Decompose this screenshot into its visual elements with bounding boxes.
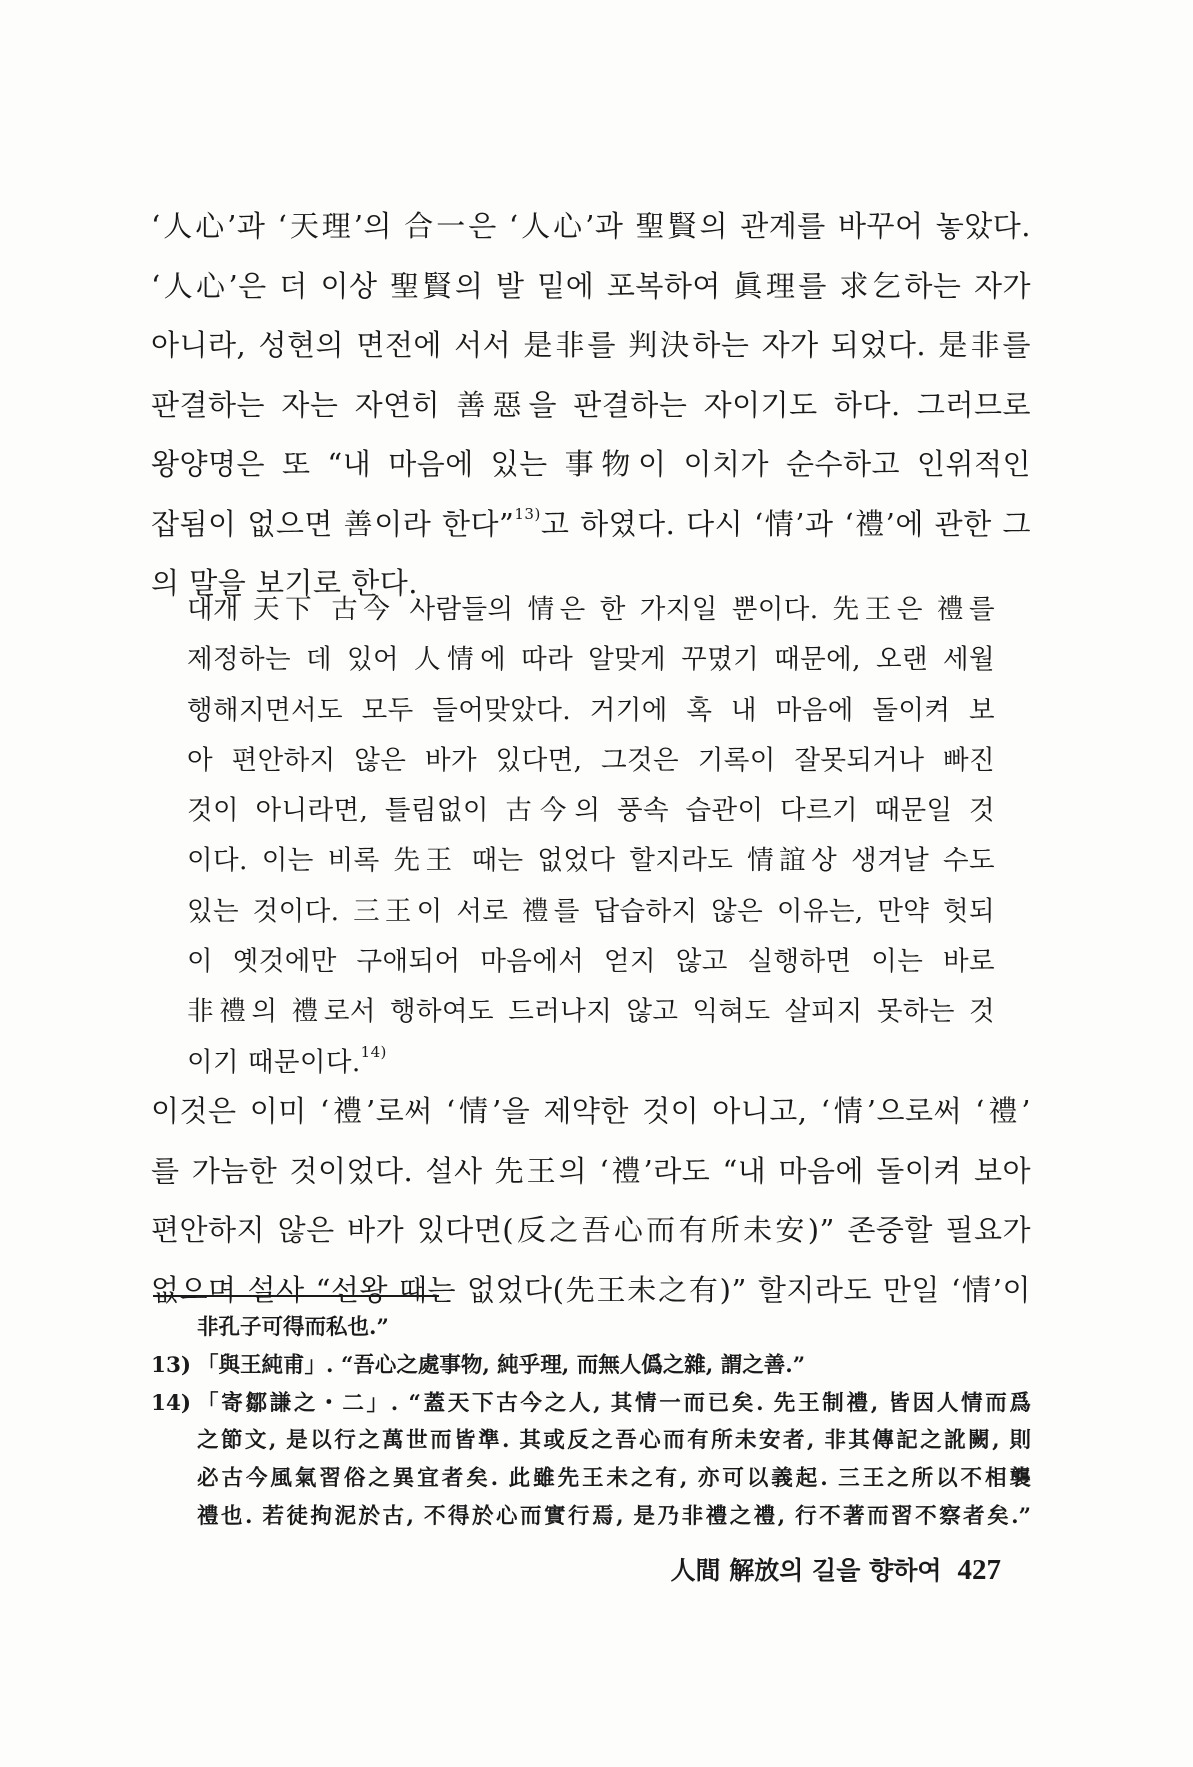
footnotes <box>151 1309 1031 1536</box>
quote-line: 것이 아니라면, 틀림없이 古今의 풍속 습관이 다르기 때문일 것 <box>187 795 995 827</box>
footnote-divider <box>153 1295 439 1297</box>
quote-line: 있는 것이다. 三王이 서로 禮를 답습하지 않은 이유는, 만약 헛되 <box>187 895 995 927</box>
text-line: 없으며 설사 “선왕 때는 없었다(先王未之有)” 할지라도 만일 ‘情’이 <box>151 1272 1031 1307</box>
footnote-text: 「寄鄒謙之・二」. “蓋天下古今之人, 其情一而已矣. 先王制禮, 皆因人情而爲 <box>197 1390 1031 1416</box>
text-line: ‘人心’은 더 이상 聖賢의 발 밑에 포복하여 眞理를 求乞하는 자가 <box>151 268 1031 303</box>
quote-line: 아 편안하지 않은 바가 있다면, 그것은 기록이 잘못되거나 빠진 <box>187 744 995 776</box>
text-segment: 고 하였다. 다시 ‘情’과 ‘禮’에 관한 그 <box>540 506 1031 541</box>
text-line: 편안하지 않은 바가 있다면(反之吾心而有所未安)” 존중할 필요가 <box>151 1213 1031 1247</box>
page-footer <box>670 1551 1001 1587</box>
running-title: 人間 解放의 길을 향하여 <box>670 1556 942 1585</box>
footnote-text: 必古今風氣習俗之異宜者矣. 此雖先王未之有, 亦可以義起. 三王之所以不相襲 <box>197 1466 1031 1492</box>
footnote-14 <box>151 1385 1031 1423</box>
body-paragraph-2 <box>151 1082 1031 1320</box>
page-number: 427 <box>957 1554 1001 1586</box>
body-paragraph-1 <box>151 197 1031 614</box>
text-line: 를 가늠한 것이었다. 설사 先王의 ‘禮’라도 “내 마음에 돌이켜 보아 <box>151 1153 1031 1188</box>
block-quote <box>187 585 995 1088</box>
quote-line: 제정하는 데 있어 人情에 따라 알맞게 꾸몄기 때문에, 오랜 세월 <box>187 644 995 676</box>
footnote-13 <box>151 1347 1031 1385</box>
footnote-14-line <box>151 1422 1031 1460</box>
text-line: 왕양명은 또 “내 마음에 있는 事物이 이치가 순수하고 인위적인 <box>151 447 1031 481</box>
quote-line: 非禮의 禮로서 행하여도 드러나지 않고 익혀도 살피지 못하는 것 <box>187 996 995 1028</box>
footnote-text: 禮也. 若徒拘泥於古, 不得於心而實行焉, 是乃非禮之禮, 行不著而習不察者矣.” <box>197 1503 1031 1529</box>
quote-line: 행해지면서도 모두 들어맞았다. 거기에 혹 내 마음에 돌이켜 보 <box>187 694 995 726</box>
footnote-continuation: 非孔子可得而私也.” <box>197 1315 389 1340</box>
footnote-marker-13: 13) <box>514 504 541 523</box>
footnote-14-line <box>151 1498 1031 1536</box>
text-line: 아니라, 성현의 면전에 서서 是非를 判決하는 자가 되었다. 是非를 <box>151 328 1031 362</box>
text-line: 이것은 이미 ‘禮’로써 ‘情’을 제약한 것이 아니고, ‘情’으로써 ‘禮’ <box>151 1094 1031 1128</box>
text-line: 판결하는 자는 자연히 善惡을 판결하는 자이기도 하다. 그러므로 <box>151 387 1031 422</box>
quote-line: 이 옛것에만 구애되어 마음에서 얻지 않고 실행하면 이는 바로 <box>187 946 995 978</box>
footnote-text: 之節文, 是以行之萬世而皆準. 其或反之吾心而有所未安者, 非其傳記之訛闕, 則 <box>197 1428 1031 1454</box>
footnote-marker-14: 14) <box>360 1042 387 1061</box>
quote-line <box>187 1038 995 1088</box>
footnote-number: 14) <box>151 1390 192 1416</box>
text-line: ‘人心’과 ‘天理’의 合一은 ‘人心’과 聖賢의 관계를 바꾸어 놓았다. <box>151 209 1031 243</box>
quote-line: 대개 天下 古今 사람들의 情은 한 가지일 뿐이다. 先王은 禮를 <box>187 594 995 625</box>
text-segment: 이기 때문이다. <box>187 1046 361 1078</box>
footnote-text: 「與王純甫」. “吾心之處事物, 純乎理, 而無人僞之雜, 謂之善.” <box>197 1352 806 1378</box>
quote-line: 이다. 이는 비록 先王 때는 없었다 할지라도 情誼상 생겨날 수도 <box>187 845 995 877</box>
text-segment: 잡됨이 없으면 善이라 한다” <box>151 506 515 541</box>
text-line <box>151 495 1031 555</box>
footnote-number: 13) <box>151 1352 192 1378</box>
text-line: 의 말을 보기로 한다. <box>151 566 418 600</box>
footnote-14-line <box>151 1460 1031 1498</box>
